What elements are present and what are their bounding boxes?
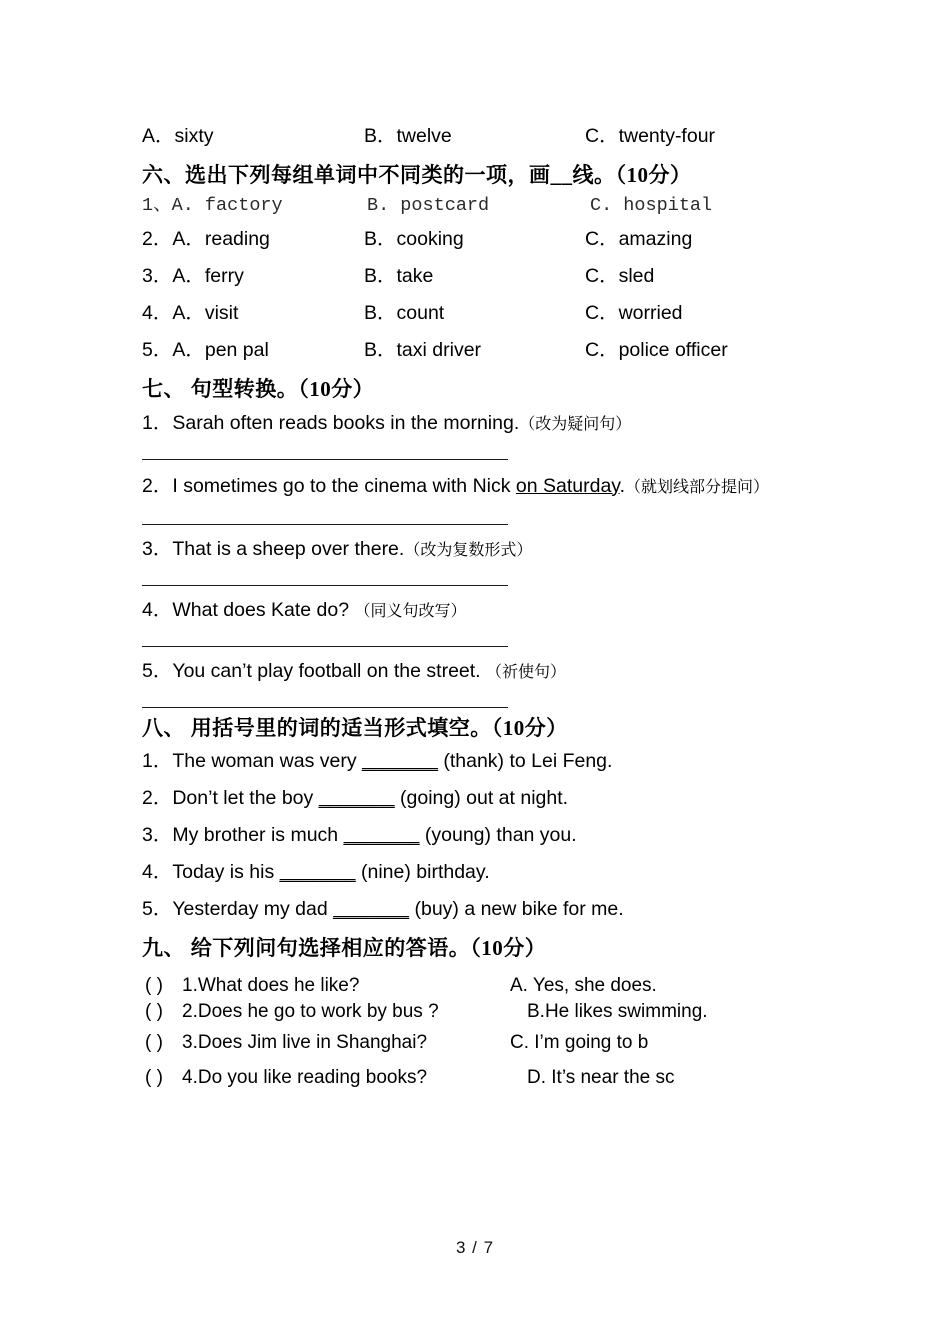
- section-eight-heading: 八、 用括号里的词的适当形式填空。（10分）: [142, 715, 568, 740]
- option-a: 3．A．ferry: [142, 265, 244, 288]
- option-c: C．worried: [585, 302, 683, 325]
- matching-question: 1.What does he like?: [182, 975, 360, 996]
- option-b: B．take: [364, 265, 434, 288]
- section-six-item-2: [142, 221, 810, 258]
- sentence-after-blank: (nine) birthday.: [355, 860, 490, 883]
- section-six-heading: 六、选出下列每组单词中不同类的一项，画__线。（10分）: [142, 163, 692, 187]
- section-eight-item-1: [142, 743, 810, 780]
- sentence-before-blank: 1．The woman was very: [142, 749, 362, 772]
- answer-line[interactable]: [142, 707, 508, 708]
- item-note: （祈使句）: [486, 663, 567, 681]
- item-sentence: Sarah often reads books in the morning.: [172, 411, 520, 434]
- section-six-item-4: [142, 295, 810, 332]
- sentence-after-blank: (young) than you.: [419, 823, 577, 846]
- page-number: 3 / 7: [455, 1238, 495, 1257]
- sentence-after-blank: (going) out at night.: [394, 786, 569, 809]
- option-c: C．sled: [585, 265, 655, 288]
- page-content: [142, 118, 810, 1095]
- option-b: B. postcard: [367, 195, 490, 217]
- section-seven-item-5: [142, 653, 810, 691]
- matching-row: [142, 973, 810, 999]
- answer-bracket[interactable]: ( ): [145, 1067, 163, 1088]
- answer-bracket[interactable]: ( ): [145, 1032, 163, 1053]
- section-six-item-5: [142, 332, 810, 369]
- section-six-item-3: [142, 258, 810, 295]
- option-a: 1、A. factory: [142, 195, 283, 217]
- sentence-before-blank: 2．Don’t let the boy: [142, 786, 319, 809]
- item-number: 5．: [142, 659, 173, 682]
- answer-bracket[interactable]: ( ): [145, 1001, 163, 1022]
- option-c: C．amazing: [585, 228, 693, 251]
- item-note: （改为复数形式）: [404, 541, 533, 559]
- section-seven-item-3: [142, 531, 810, 569]
- matching-question: 3.Does Jim live in Shanghai?: [182, 1032, 428, 1053]
- option-a: 2．A．reading: [142, 228, 270, 251]
- section-eight-item-2: [142, 780, 810, 817]
- option-b: B．taxi driver: [364, 339, 482, 362]
- section-nine-heading: 九、 给下列问句选择相应的答语。（10分）: [142, 935, 547, 960]
- sentence-before-blank: 3．My brother is much: [142, 823, 344, 846]
- section-seven-item-2: [142, 466, 807, 508]
- section-seven-item-1: [142, 405, 810, 443]
- fill-in-blank[interactable]: _______: [279, 860, 356, 883]
- matching-row: [142, 1025, 810, 1060]
- item-note: （同义句改写）: [354, 602, 467, 620]
- section-eight-item-3: [142, 817, 810, 854]
- item-sentence: What does Kate do?: [172, 598, 350, 621]
- item-number: 4．: [142, 598, 173, 621]
- section-seven-item-4: [142, 592, 810, 630]
- matching-answer-option: C. I’m going to b: [510, 1032, 649, 1053]
- option-c: C．twenty-four: [585, 125, 716, 147]
- item-sentence: That is a sheep over there.: [172, 537, 405, 560]
- item-number: 2．: [142, 474, 173, 497]
- option-a: A．sixty: [142, 125, 214, 147]
- option-c: C．police officer: [585, 339, 728, 362]
- answer-line[interactable]: [142, 585, 508, 586]
- answer-line[interactable]: [142, 646, 508, 647]
- fill-in-blank[interactable]: _______: [318, 786, 395, 809]
- item-note: （改为疑问句）: [519, 415, 632, 433]
- matching-answer-option: D. It’s near the sc: [527, 1067, 675, 1088]
- item-number: 1．: [142, 411, 173, 434]
- item-sentence: You can’t play football on the street.: [172, 659, 481, 682]
- fill-in-blank[interactable]: _______: [333, 897, 410, 920]
- sentence-before-blank: 5．Yesterday my dad: [142, 897, 334, 920]
- matching-question: 2.Does he go to work by bus ?: [182, 1001, 439, 1022]
- answer-line[interactable]: [142, 459, 508, 460]
- sentence-after-blank: (thank) to Lei Feng.: [437, 749, 613, 772]
- item-note: （就划线部分提问）: [625, 478, 770, 496]
- answer-line[interactable]: [142, 524, 508, 525]
- section-six-item-1: [142, 190, 810, 221]
- option-a: 4．A．visit: [142, 302, 239, 325]
- option-b: B．count: [364, 302, 445, 325]
- fill-in-blank[interactable]: _______: [343, 823, 420, 846]
- fill-in-blank[interactable]: _______: [362, 749, 438, 772]
- matching-row: [142, 999, 810, 1025]
- option-c: C. hospital: [590, 195, 713, 217]
- option-b: B．cooking: [364, 228, 464, 251]
- section-seven-heading: 七、 句型转换。（10分）: [142, 377, 375, 402]
- matching-question: 4.Do you like reading books?: [182, 1067, 428, 1088]
- item-sentence-after: .: [619, 474, 626, 497]
- matching-list: [142, 973, 810, 1095]
- sentence-after-blank: (buy) a new bike for me.: [409, 897, 624, 920]
- section-eight-item-4: [142, 854, 810, 891]
- option-a: 5．A．pen pal: [142, 339, 269, 362]
- matching-answer-option: A. Yes, she does.: [510, 975, 657, 996]
- answer-bracket[interactable]: ( ): [145, 975, 163, 996]
- option-b: B．twelve: [364, 125, 452, 147]
- item-underlined-phrase: on Saturday: [515, 474, 620, 497]
- section-eight-item-5: [142, 891, 810, 928]
- item-sentence-before: I sometimes go to the cinema with Nick: [172, 474, 516, 497]
- matching-answer-option: B.He likes swimming.: [527, 1001, 708, 1022]
- sentence-before-blank: 4．Today is his: [142, 860, 280, 883]
- matching-row: [142, 1060, 810, 1095]
- item-number: 3．: [142, 537, 173, 560]
- carryover-option-row: [142, 118, 810, 155]
